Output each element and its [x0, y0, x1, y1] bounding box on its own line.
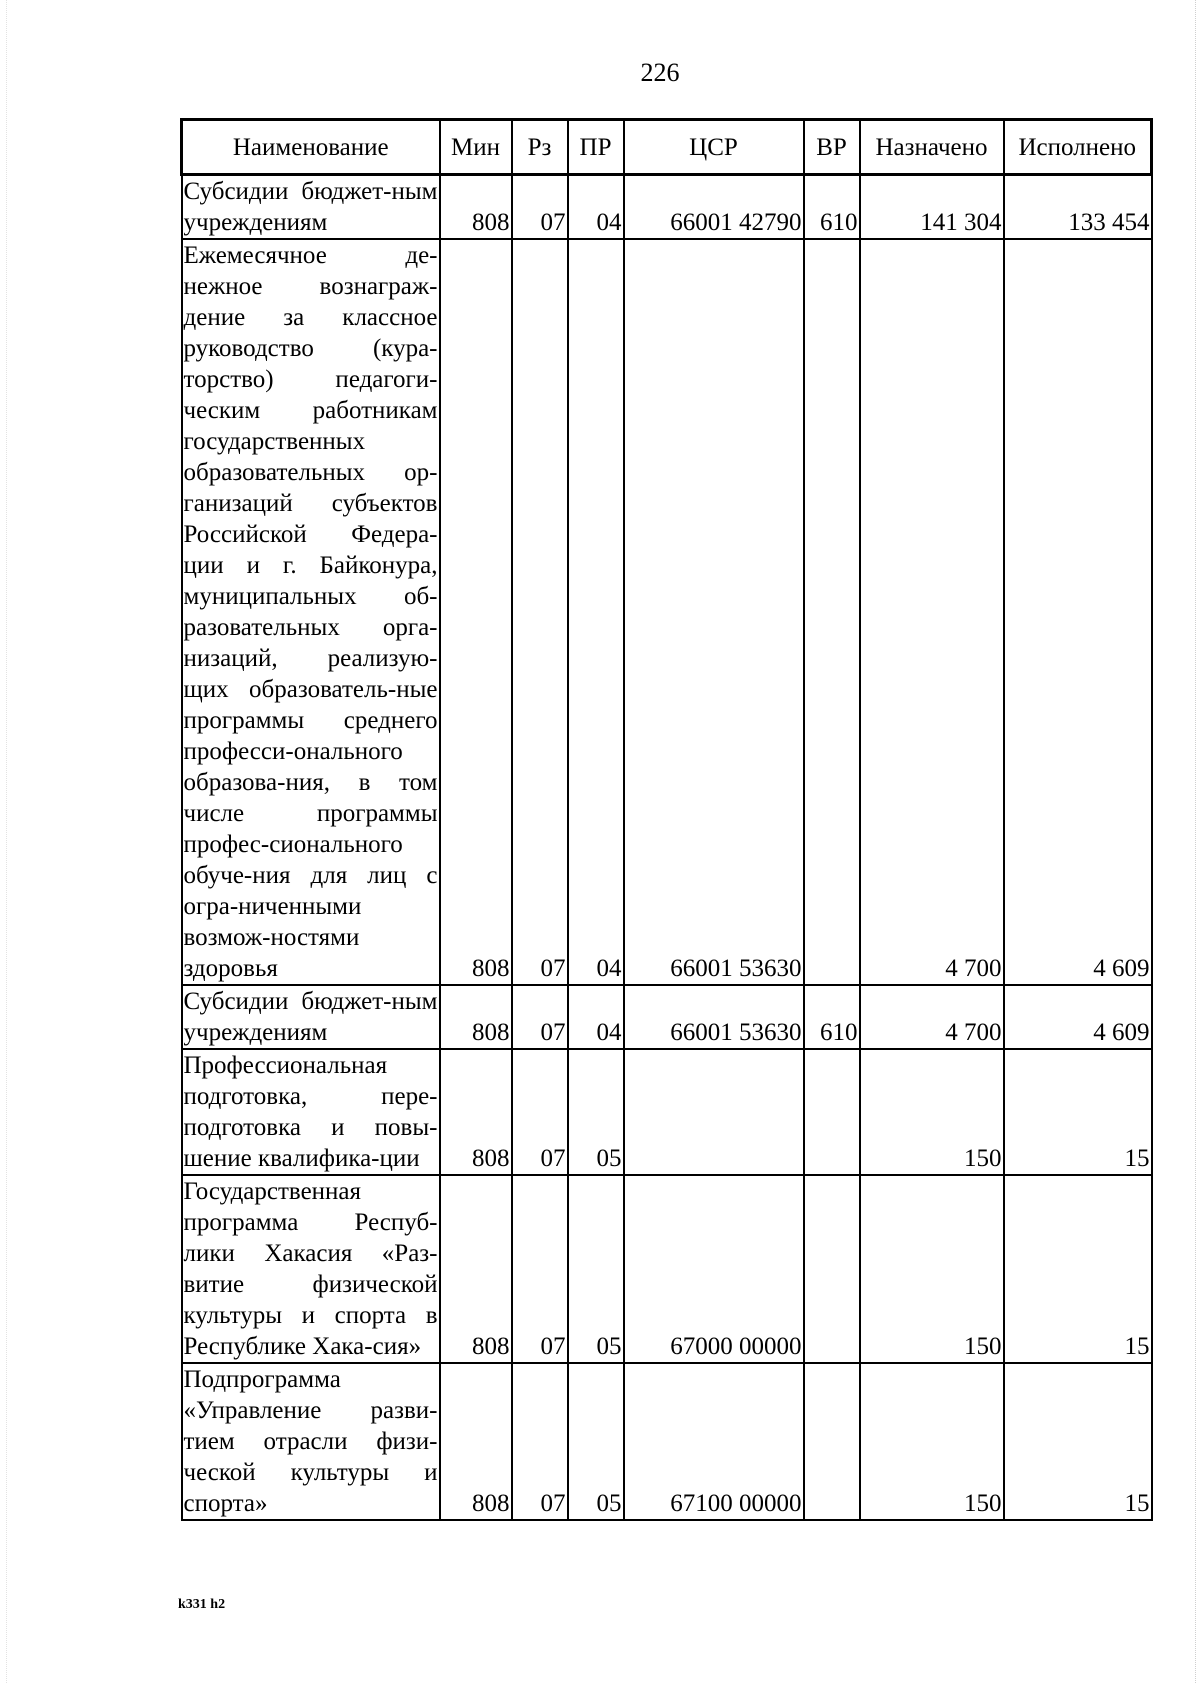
cell-assigned: 150 [860, 1363, 1004, 1520]
cell-name: Ежемесячное де-нежное вознаграж-дение за классное руководство (кура-торство) педагоги-ческим работникам государственных образовательных ор-ганизаций субъектов Российской Федера-ции и г. Байконура, муниципальных об-разовательных орга-низаций, реализую-щих образователь-ные программы среднего професси-онального образова-ния, в том числе программы профес-сионального обуче-ния для лиц с огра-ниченными возмож-ностями здоровья [182, 239, 440, 985]
cell-min: 808 [440, 239, 512, 985]
cell-min: 808 [440, 1363, 512, 1520]
cell-assigned: 150 [860, 1049, 1004, 1175]
cell-rz: 07 [512, 1363, 568, 1520]
header-assigned: Назначено [860, 120, 1004, 175]
cell-pr: 05 [568, 1363, 624, 1520]
header-executed: Исполнено [1004, 120, 1152, 175]
cell-pr: 05 [568, 1049, 624, 1175]
cell-vr: 610 [804, 175, 860, 240]
header-vr: ВР [804, 120, 860, 175]
cell-assigned: 4 700 [860, 985, 1004, 1049]
cell-pr: 04 [568, 985, 624, 1049]
cell-rz: 07 [512, 239, 568, 985]
scan-edge-right [1194, 0, 1196, 1683]
cell-name: Профессиональная подготовка, пере-подготовка и повы-шение квалифика-ции [182, 1049, 440, 1175]
scan-edge-left [6, 0, 8, 1683]
cell-vr [804, 1363, 860, 1520]
header-pr: ПР [568, 120, 624, 175]
header-min: Мин [440, 120, 512, 175]
cell-assigned: 150 [860, 1175, 1004, 1363]
header-name: Наименование [182, 120, 440, 175]
cell-pr: 05 [568, 1175, 624, 1363]
cell-executed: 15 [1004, 1049, 1152, 1175]
cell-executed: 133 454 [1004, 175, 1152, 240]
footer-code: k331 h2 [178, 1597, 226, 1612]
table-row [182, 985, 1152, 1049]
cell-csr: 67100 00000 [624, 1363, 804, 1520]
page-number: 226 [640, 58, 680, 87]
table-row [182, 1049, 1152, 1175]
table-row [182, 175, 1152, 240]
budget-table [180, 118, 1153, 1521]
cell-min: 808 [440, 175, 512, 240]
cell-name: Субсидии бюджет-ным учреждениям [182, 175, 440, 240]
cell-csr: 66001 42790 [624, 175, 804, 240]
cell-pr: 04 [568, 239, 624, 985]
cell-name: Государственная программа Респуб-лики Хакасия «Раз-витие физической культуры и спорта в Республике Хака-сия» [182, 1175, 440, 1363]
header-csr: ЦСР [624, 120, 804, 175]
table-row [182, 1175, 1152, 1363]
cell-vr [804, 1175, 860, 1363]
cell-rz: 07 [512, 1049, 568, 1175]
table-header-row [182, 120, 1152, 175]
cell-rz: 07 [512, 1175, 568, 1363]
cell-vr [804, 239, 860, 985]
cell-rz: 07 [512, 175, 568, 240]
cell-executed: 4 609 [1004, 239, 1152, 985]
cell-csr: 67000 00000 [624, 1175, 804, 1363]
cell-csr [624, 1049, 804, 1175]
table-row [182, 239, 1152, 985]
table-body [182, 175, 1152, 1521]
cell-min: 808 [440, 1049, 512, 1175]
cell-csr: 66001 53630 [624, 239, 804, 985]
cell-name: Субсидии бюджет-ным учреждениям [182, 985, 440, 1049]
cell-assigned: 4 700 [860, 239, 1004, 985]
cell-csr: 66001 53630 [624, 985, 804, 1049]
cell-executed: 15 [1004, 1363, 1152, 1520]
cell-min: 808 [440, 1175, 512, 1363]
cell-executed: 4 609 [1004, 985, 1152, 1049]
table-row [182, 1363, 1152, 1520]
cell-rz: 07 [512, 985, 568, 1049]
header-rz: Рз [512, 120, 568, 175]
cell-vr [804, 1049, 860, 1175]
cell-vr: 610 [804, 985, 860, 1049]
cell-assigned: 141 304 [860, 175, 1004, 240]
cell-executed: 15 [1004, 1175, 1152, 1363]
cell-min: 808 [440, 985, 512, 1049]
cell-pr: 04 [568, 175, 624, 240]
cell-name: Подпрограмма «Управление разви-тием отрасли физи-ческой культуры и спорта» [182, 1363, 440, 1520]
